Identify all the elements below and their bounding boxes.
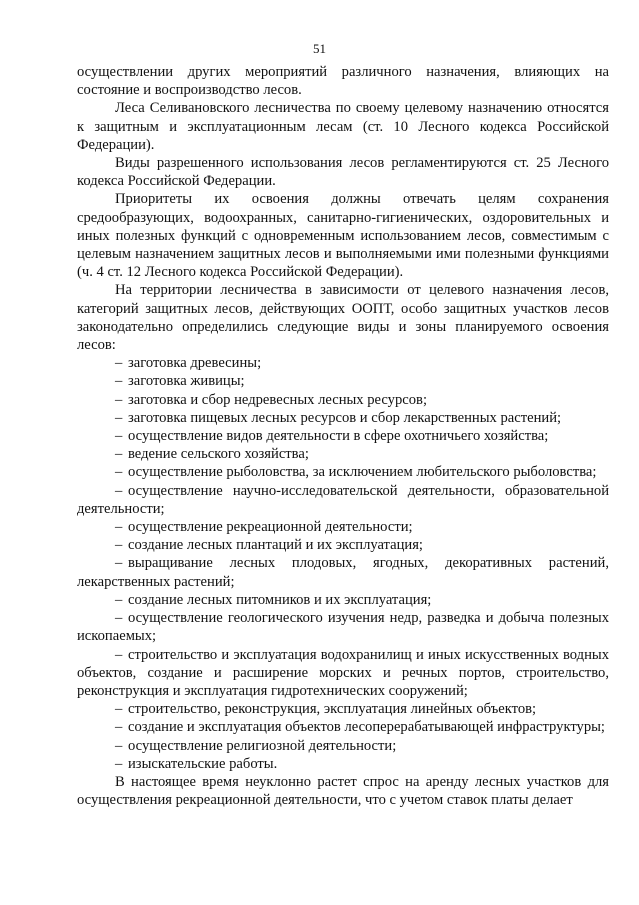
list-item-text: осуществление религиозной деятельности; [128, 737, 397, 754]
list-item [77, 445, 609, 463]
list-dash: – [115, 755, 123, 772]
list-item-text: заготовка живицы; [128, 373, 245, 390]
list-dash: – [115, 591, 123, 608]
list-dash: – [115, 446, 123, 463]
list-dash: – [115, 428, 123, 445]
list-item-text: заготовка пищевых лесных ресурсов и сбор лекарственных растений; [128, 409, 562, 426]
list-dash: – [115, 409, 123, 426]
list-item [77, 391, 609, 409]
list-item-text: осуществление геологического изучения недр, разведка и добыча полезных ископаемых; [77, 610, 609, 645]
list-item-text: ведение сельского хозяйства; [128, 446, 309, 463]
list-dash: – [115, 537, 123, 554]
list-item [77, 554, 609, 590]
list-item [77, 482, 609, 518]
list-dash: – [115, 701, 123, 718]
list-item-text: осуществление научно-исследовательской деятельности, образовательной деятельности; [77, 482, 609, 517]
list-item [77, 737, 609, 755]
list-item [77, 536, 609, 554]
list-item [77, 372, 609, 390]
list-item-text: строительство и эксплуатация водохранилищ и иных искусственных водных объектов, создание и расширение морских и речных портов, строительство, реконструкция и эксплуатация гидротехнических сооружений; [77, 646, 609, 699]
usage-list [77, 354, 609, 773]
list-dash: – [115, 610, 123, 627]
list-item [77, 354, 609, 372]
paragraph-priorities: Приоритеты их освоения должны отвечать целям сохранения средообразующих, водоохранных, санитарно-гигиенических, оздоровительных и иных полезных функций с одновременным использованием лесов, совместимым с целевым назначением защитных лесов и выполняемыми ими полезными функциями (ч. 4 ст. 12 Лесного кодекса Российской Федерации). [77, 191, 609, 281]
paragraph-permitted-use: Виды разрешенного использования лесов регламентируются ст. 25 Лесного кодекса Российской Федерации. [77, 155, 609, 190]
list-item-text: выращивание лесных плодовых, ягодных, декоративных растений, лекарственных растений; [77, 555, 609, 590]
page-number: 51 [313, 41, 326, 56]
list-item [77, 591, 609, 609]
list-item [77, 755, 609, 773]
list-item-text: создание лесных плантаций и их эксплуатация; [128, 537, 423, 554]
list-item-text: создание и эксплуатация объектов лесоперерабатывающей инфраструктуры; [128, 719, 605, 736]
list-dash: – [115, 646, 123, 663]
list-dash: – [115, 555, 123, 572]
paragraph-territory: На территории лесничества в зависимости от целевого назначения лесов, категорий защитных лесов, действующих ООПТ, особо защитных участков лесов законодательно определились следующие виды и зоны планируемого освоения лесов: [77, 282, 609, 354]
list-item [77, 700, 609, 718]
list-item [77, 518, 609, 536]
list-dash: – [115, 482, 123, 499]
list-dash: – [115, 391, 123, 408]
list-item-text: осуществление рыболовства, за исключением любительского рыболовства; [128, 464, 597, 481]
paragraph-continuation: осуществлении других мероприятий различного назначения, влияющих на состояние и воспроизводство лесов. [77, 64, 609, 99]
list-item-text: заготовка и сбор недревесных лесных ресурсов; [128, 391, 427, 408]
list-item-text: создание лесных питомников и их эксплуатация; [128, 591, 432, 608]
list-item-text: осуществление рекреационной деятельности; [128, 519, 413, 536]
list-item [77, 409, 609, 427]
list-dash: – [115, 719, 123, 736]
list-dash: – [115, 355, 123, 372]
list-item [77, 718, 609, 736]
document-body [77, 63, 609, 809]
list-dash: – [115, 737, 123, 754]
list-dash: – [115, 373, 123, 390]
list-item-text: строительство, реконструкция, эксплуатация линейных объектов; [128, 701, 537, 718]
list-item [77, 609, 609, 645]
paragraph-forest-purpose: Леса Селивановского лесничества по своему целевому назначению относятся к защитным и эксплуатационным лесам (ст. 10 Лесного кодекса Российской Федерации). [77, 100, 609, 153]
list-item-text: изыскательские работы. [128, 755, 278, 772]
list-dash: – [115, 519, 123, 536]
list-item [77, 463, 609, 481]
list-dash: – [115, 464, 123, 481]
list-item-text: заготовка древесины; [128, 355, 262, 372]
list-item [77, 427, 609, 445]
list-item-text: осуществление видов деятельности в сфере охотничьего хозяйства; [128, 428, 549, 445]
paragraph-closing: В настоящее время неуклонно растет спрос на аренду лесных участков для осуществления рекреационной деятельности, что с учетом ставок платы делает [77, 773, 609, 809]
list-item [77, 646, 609, 701]
